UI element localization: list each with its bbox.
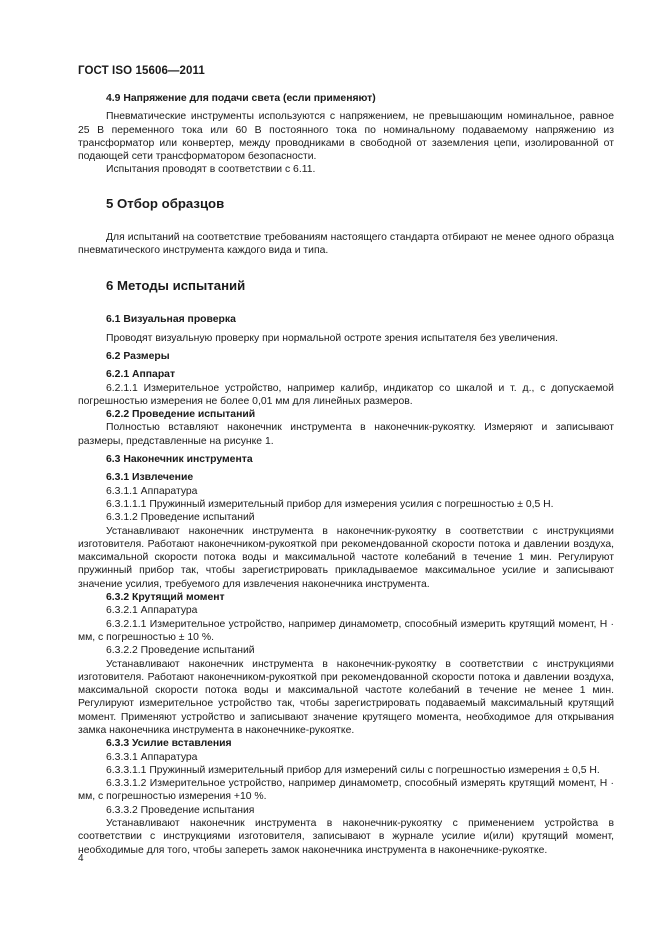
clause-6-1-paragraph: Проводят визуальную проверку при нормальной остроте зрения испытателя без увеличения. xyxy=(106,332,558,344)
clause-6-2-1-1-paragraph: 6.2.1.1 Измерительное устройство, например калибр, индикатор со шкалой и т. д., с допускаемой погрешностью измерения не более 0,01 мм для линейных размеров. xyxy=(78,382,614,407)
section-5-paragraph: Для испытаний на соответствие требованиям настоящего стандарта отбирают не менее одного образца пневматического инструмента каждого вида и типа. xyxy=(78,231,614,257)
clause-6-3-1-2-paragraph: Устанавливают наконечник инструмента в наконечник-рукоятку в соответствии с инструкциями изготовителя. Работают наконечником-рукояткой при рекомендованной скорости потока и давлении воздуха, максимальной скорости потока воды и максимальной частоте колебаний в течение 1 мин. Регулируют пружинный прибор так, чтобы зарегистрировать прикладываемое максимальное усилие и записывают значение усилия, требуемого для извлечения наконечника инструмента. xyxy=(78,525,614,590)
clause-6-3-2-1-label: 6.3.2.1 Аппаратура xyxy=(106,605,198,617)
page-content xyxy=(78,92,614,857)
clause-4-9-paragraph: Пневматические инструменты используются с напряжением, не превышающим номинальное, равное 25 В переменного тока или 60 В постоянного тока по номинальному подаваемому напряжению из трансформатор или конвертер, между проводниками в свободной от заземления цепи, изолированной от подающей сети трансформатором безопасности. xyxy=(78,111,614,163)
document-id-header: ГОСТ ISO 15606—2011 xyxy=(78,65,205,77)
clause-6-3-1-2-label: 6.3.1.2 Проведение испытаний xyxy=(106,512,255,524)
clause-6-3-2-2-paragraph: Устанавливают наконечник инструмента в наконечник-рукоятку в соответствии с инструкциями изготовителя. Работают наконечником-рукояткой при рекомендованной скорости потока и давлении воздуха, максимальной скорости потока воды и максимальной частоте колебаний в течение не менее 1 мин. Регулируют измерительное устройство так, чтобы зарегистрировать подаваемый максимальный крутящий момент. Применяют устройство и записывают значение крутящего момента, необходимое для открывания замка наконечника инструмента в наконечнике-рукоятке. xyxy=(78,658,614,736)
clause-6-3-3-2-paragraph: Устанавливают наконечник инструмента в наконечник-рукоятку с применением устройства в соответствии с инструкциями изготовителя, записывают в журнале усилие и(или) крутящий момент, необходимые для того, чтобы запереть замок наконечника инструмента в наконечнике-рукоятке. xyxy=(78,818,614,856)
clause-6-3-1-1-1-paragraph: 6.3.1.1.1 Пружинный измерительный прибор для измерения усилия с погрешностью ± 0,5 Н. xyxy=(106,498,554,510)
clause-6-3-3-1-1-paragraph: 6.3.3.1.1 Пружинный измерительный прибор для измерений силы с погрешностью измерения ± 0,5 Н. xyxy=(106,764,600,776)
clause-4-9-test-reference: Испытания проводят в соответствии с 6.11. xyxy=(106,164,316,176)
clause-4-9-heading: 4.9 Напряжение для подачи света (если применяют) xyxy=(106,93,376,104)
page-number: 4 xyxy=(78,853,84,864)
clause-6-3-3-2-label: 6.3.3.2 Проведение испытания xyxy=(106,804,255,816)
clause-6-2-heading: 6.2 Размеры xyxy=(106,350,170,362)
section-6-heading: 6 Методы испытаний xyxy=(106,278,246,294)
clause-6-2-2-paragraph: Полностью вставляют наконечник инструмента в наконечник-рукоятку. Измеряют и записывают размеры, представленные на рисунке 1. xyxy=(78,422,614,447)
clause-6-2-2-heading: 6.2.2 Проведение испытаний xyxy=(106,409,256,421)
clause-6-3-2-heading: 6.3.2 Крутящий момент xyxy=(106,592,225,604)
clause-6-3-3-heading: 6.3.3 Усилие вставления xyxy=(106,738,232,750)
clause-6-3-3-1-2-paragraph: 6.3.3.1.2 Измерительное устройство, например динамометр, способный измерять крутящий момент, Н · мм, с погрешностью измерения +10 %. xyxy=(78,778,614,803)
clause-6-3-heading: 6.3 Наконечник инструмента xyxy=(106,454,253,466)
clause-6-3-3-1-label: 6.3.3.1 Аппаратура xyxy=(106,751,198,763)
clause-6-1-heading: 6.1 Визуальная проверка xyxy=(106,314,236,326)
clause-6-3-1-1-label: 6.3.1.1 Аппаратура xyxy=(106,485,198,497)
section-5-heading: 5 Отбор образцов xyxy=(106,195,225,211)
clause-6-2-1-heading: 6.2.1 Аппарат xyxy=(106,369,176,381)
clause-6-3-2-2-label: 6.3.2.2 Проведение испытаний xyxy=(106,645,255,657)
clause-6-3-1-heading: 6.3.1 Извлечение xyxy=(106,472,194,484)
clause-6-3-2-1-1-paragraph: 6.3.2.1.1 Измерительное устройство, например динамометр, способный измерить крутящий момент, Н · мм, с погрешностью ± 10 %. xyxy=(78,618,614,643)
